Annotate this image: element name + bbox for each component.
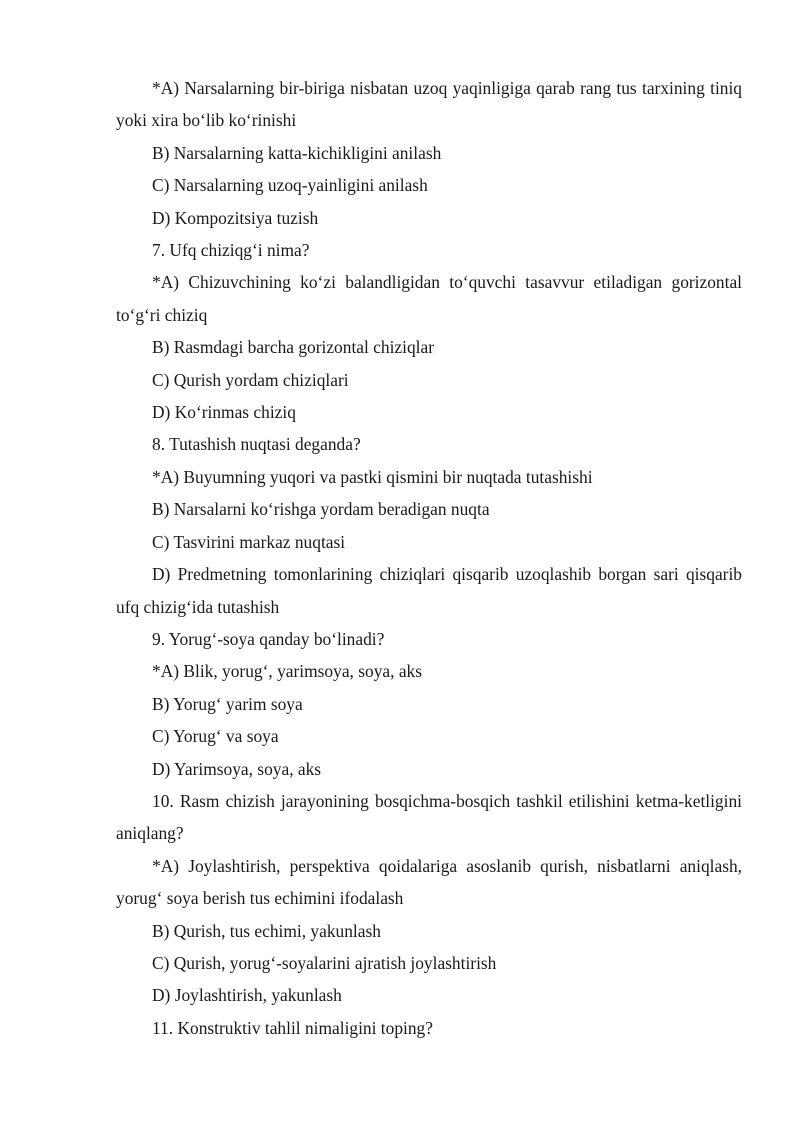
document-body	[116, 72, 742, 1044]
answer-option: B) Yorug‘ yarim soya	[152, 693, 303, 714]
answer-option: D) Ko‘rinmas chiziq	[152, 402, 296, 423]
question-text: 10. Rasm chizish jarayonining bosqichma-bosqich tashkil etilishini ketma-ketligini aniqlang?	[116, 790, 742, 844]
answer-option: D) Yarimsoya, soya, aks	[152, 758, 322, 779]
question-text: 9. Yorug‘-soya qanday bo‘linadi?	[152, 628, 385, 649]
answer-option-correct: *A) Blik, yorug‘, yarimsoya, soya, aks	[152, 661, 422, 682]
question-text: 11. Konstruktiv tahlil nimaligini toping?	[152, 1017, 433, 1038]
answer-option: D) Kompozitsiya tuzish	[152, 207, 319, 228]
answer-option: B) Qurish, tus echimi, yakunlash	[152, 920, 381, 941]
answer-option: D) Predmetning tomonlarining chiziqlari qisqarib uzoqlashib borgan sari qisqarib ufq chizig‘ida tutashish	[116, 564, 742, 617]
answer-option: C) Yorug‘ va soya	[152, 726, 279, 747]
answer-option: B) Narsalarning katta-kichikligini anilash	[152, 142, 442, 163]
answer-option: B) Narsalarni ko‘rishga yordam beradigan nuqta	[152, 499, 490, 520]
answer-option: B) Rasmdagi barcha gorizontal chiziqlar	[152, 337, 435, 358]
answer-option: C) Qurish yordam chiziqlari	[152, 369, 349, 390]
question-text: 8. Tutashish nuqtasi deganda?	[152, 434, 361, 455]
answer-option-correct: *A) Chizuvchining ko‘zi balandligidan to‘quvchi tasavvur etiladigan gorizontal to‘g‘ri chiziq	[116, 272, 742, 325]
answer-option: C) Tasvirini markaz nuqtasi	[152, 531, 346, 552]
answer-option-correct: *A) Narsalarning bir-biriga nisbatan uzoq yaqinligiga qarab rang tus tarxining tiniq yoki xira bo‘lib ko‘rinishi	[116, 78, 742, 131]
answer-option-correct: *A) Buyumning yuqori va pastki qismini bir nuqtada tutashishi	[152, 466, 593, 487]
answer-option-correct: *A) Joylashtirish, perspektiva qoidalariga asoslanib qurish, nisbatlarni aniqlash, yorug‘ soya berish tus echimini ifodalash	[116, 855, 742, 909]
question-text: 7. Ufq chiziqg‘i nima?	[152, 240, 310, 261]
answer-option: C) Qurish, yorug‘-soyalarini ajratish joylashtirish	[152, 952, 497, 973]
answer-option: D) Joylashtirish, yakunlash	[152, 985, 342, 1006]
answer-option: C) Narsalarning uzoq-yainligini anilash	[152, 175, 428, 196]
